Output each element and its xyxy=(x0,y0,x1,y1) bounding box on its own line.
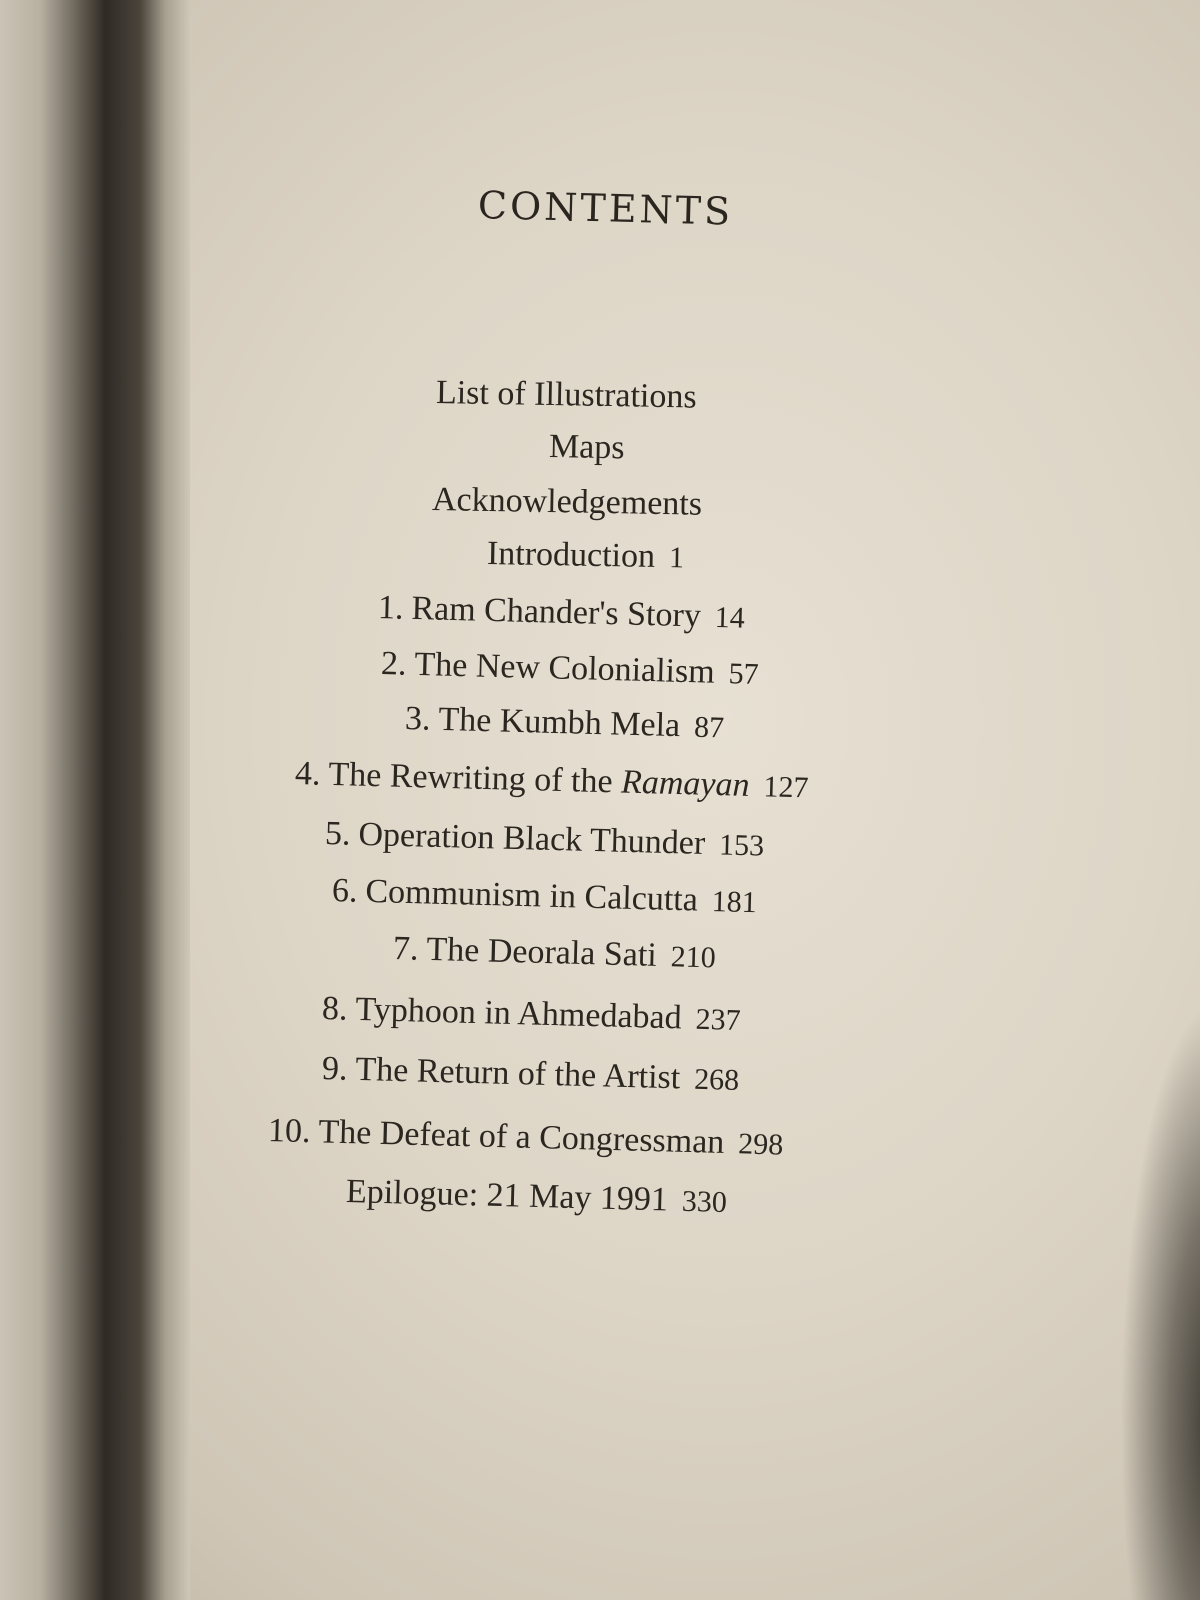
toc-entry-title: Communism in Calcutta xyxy=(365,872,699,919)
toc-entry-page: 181 xyxy=(711,884,758,920)
toc-entry-title-italic: Ramayan xyxy=(620,763,750,804)
toc-entry-page: 210 xyxy=(670,940,717,975)
toc-entry-number: 1. xyxy=(377,589,404,627)
toc-entry-title: The Rewriting of the xyxy=(328,755,622,801)
toc-entry-page: 14 xyxy=(714,600,746,635)
toc-entry xyxy=(325,815,765,864)
toc-entry-title: List of Illustrations xyxy=(435,374,697,416)
toc-entry xyxy=(378,589,746,637)
toc-entry xyxy=(436,374,697,417)
toc-entry-number: 4. xyxy=(294,755,321,793)
toc-entry-page: 127 xyxy=(763,770,809,805)
toc-entry-number: 7. xyxy=(392,930,419,968)
toc-entry xyxy=(487,535,685,576)
toc-entry-title: Maps xyxy=(548,428,625,467)
toc-entry-title: Typhoon in Ahmedabad xyxy=(355,990,683,1037)
toc-entry-number: 6. xyxy=(331,872,358,910)
toc-entry-number: 5. xyxy=(324,815,351,853)
toc-entry xyxy=(393,930,717,976)
toc-entry-number: 3. xyxy=(404,700,431,738)
toc-entry-title: The Deorala Sati xyxy=(426,930,658,974)
toc-entry-title: The New Colonialism xyxy=(414,645,716,691)
toc-entry xyxy=(322,990,742,1039)
toc-entry-page: 237 xyxy=(695,1002,742,1037)
toc-entry-number: 9. xyxy=(321,1050,348,1088)
toc-entry-page: 298 xyxy=(737,1127,784,1162)
toc-entry-page: 153 xyxy=(718,828,765,863)
toc-entry xyxy=(381,645,760,693)
toc-entry xyxy=(268,1112,784,1163)
toc-entry xyxy=(332,872,758,921)
toc-entry-number: 8. xyxy=(321,990,348,1028)
toc-entry xyxy=(432,481,703,524)
toc-entry xyxy=(405,700,725,746)
corner-shadow xyxy=(1120,1000,1200,1600)
toc-entry-title: The Kumbh Mela xyxy=(438,700,681,745)
toc-entry-page: 1 xyxy=(668,541,685,575)
toc-entry-title: Introduction xyxy=(486,535,656,575)
toc-entry-title: Operation Black Thunder xyxy=(358,815,706,862)
toc-entry-title: Epilogue: 21 May 1991 xyxy=(345,1173,669,1219)
contents-heading: CONTENTS xyxy=(477,183,734,234)
toc-entry-title: Acknowledgements xyxy=(431,481,703,523)
toc-entry-page: 268 xyxy=(693,1062,740,1097)
toc-entry-title: The Return of the Artist xyxy=(355,1050,681,1097)
toc-entry xyxy=(346,1173,728,1221)
toc-entry-number: 2. xyxy=(380,645,407,683)
toc-entry xyxy=(295,755,809,806)
toc-entry-page: 87 xyxy=(693,710,725,745)
toc-entry-title: The Defeat of a Congressman xyxy=(318,1113,725,1161)
toc-entry-page: 57 xyxy=(728,657,760,691)
toc-entry-number: 10. xyxy=(267,1112,311,1151)
toc-entry-page: 330 xyxy=(681,1184,728,1219)
toc-entry-title: Ram Chander's Story xyxy=(411,589,702,635)
toc-entry xyxy=(549,428,625,467)
toc-entry xyxy=(322,1050,740,1099)
